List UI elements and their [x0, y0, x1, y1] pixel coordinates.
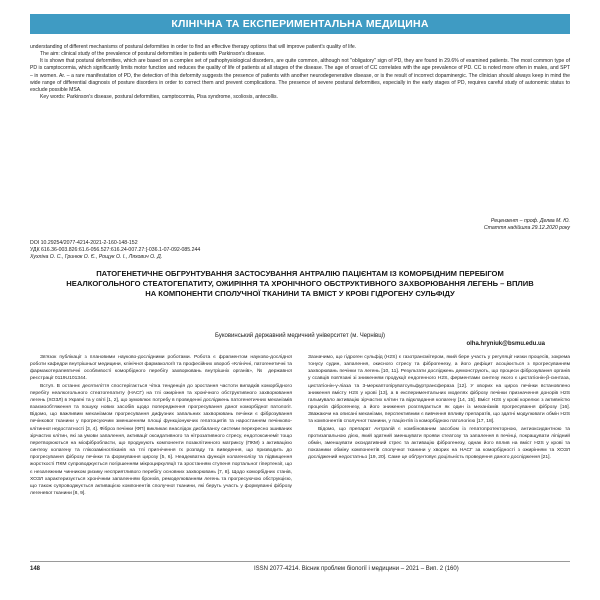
page-footer: [30, 563, 570, 575]
abstract-paragraph: It is shown that postural deformities, which are based on a complex set of pathophysiological disorders, are quite common, although not "obligatory" sign of PD, they are found in 29.6% of examined patients. The most common type of PD is camptocormia, which significantly limits motor function and reduces the quality of life of patients at all stages of the disease. The age of onset of CC correlates with the age prevalence of PD. CC is noted more often in males, and SPT – in women. Ar. – a rare manifestation of PD, the detection of this deformity suggests the presence of patients with another neurodegenerative disease, or is the result of incorrect dopaminergic. The clinician should always keep in mind the wide range of differential diagnosis of posture disorders in order to correct them and prevent complications. The presence of severe postural deformities, especially in the early stages of PD, requires careful study of autonomic status to exclude possible MSA.: [30, 58, 570, 93]
article-title: ПАТОГЕНЕТИЧНЕ ОБГРУНТУВАННЯ ЗАСТОСУВАННЯ АНТРАЛІЮ ПАЦІЄНТАМ ІЗ КОМОРБІДНИМ ПЕРЕБІГОМ НЕАЛКОГОЛЬНОГО СТЕАТОГЕПАТИТУ, ОЖИРІННЯ ТА ХРОНІЧНОГО ОБСТРУКТИВНОГО ЗАХВОРЮВАННЯ ЛЕГЕНЬ – ВПЛИВ НА КОМПОНЕНТИ СПОЛУЧНОЇ ТКАНИНИ ТА ВМІСТ У КРОВІ ГІДРОГЕНУ СУЛЬФІДУ: [66, 269, 534, 298]
affiliation: Буковинський державний медичний університет (м. Чернівці): [215, 333, 385, 339]
body-paragraph: Зазначимо, що гідроген сульфід (H2S) є газотрансмітером, який бере участь у регуляції низки процесів, зокрема тонусу судин, запалення, окисного стресу та фіброгенезу, а його дефіцит асоціюється з прогресуванням захворювань печінки та легень [10, 11]. Результати досліджень демонструють, що процеси фіброзування органів у ссавців пов'язані зі зниженням продукції ендогенного H2S, ферментами синтезу якого є цистатіонін-β-синтаза, цистатіонін-γ-ліаза та 3-меркаптопіруватсульфуртрансфераза [12]. У хворих на цироз печінки встановлено зниження вмісту H2S у крові [13], а в експериментальних моделях фіброзу печінки призначення донорів H2S гальмувало активацію зірчастих клітин та відкладання колагену [14, 15]. Вміст H2S у крові корелює з активністю процесів фіброгенезу, а його зниження розглядається як один із механізмів прогресування фіброзу [16]. Зважаючи на описані механізми, перспективним є вивчення впливу препаратів, що здатні модулювати обмін H2S та компонентів сполучної тканини, у пацієнтів із коморбідною патологією [17, 18].: [308, 355, 570, 425]
body-column-left: [30, 354, 292, 497]
contact-email: olha.hryniuk@bsmu.edu.ua: [466, 341, 545, 347]
english-abstract: [30, 44, 570, 101]
article-identifiers: [30, 240, 570, 262]
footer-divider: [30, 561, 570, 562]
udc: УДК 616.36-003.826:61.6-056.527:616.24-007.27:[-036.1-07-092-085.244: [30, 247, 201, 254]
journal-citation: ISSN 2077-4214. Вісник проблем біології і медицини – 2021 – Вип. 2 (160): [254, 566, 459, 572]
page-number: 148: [30, 566, 41, 572]
body-paragraph: Відомо, що препарат Антралій є комбінованим засобом із гепатопротекторною, антиоксидантною та протизапальною дією, який здатний зменшувати прояви стеатозу та запалення в печінці, покращувати ліпідний обмін, зменшувати оксидативний стрес та активацію фіброгенезу, однак його вплив на вміст H2S у крові та показники обміну компонентів сполучної тканини у хворих на НАСГ за коморбідності з ожирінням та ХОЗЛ досліджений недостатньо [19, 20]. Саме це обґрунтовує доцільність проведення даного дослідження [21].: [308, 426, 570, 461]
abstract-keywords: Key words: Parkinson's disease, postural deformities, camptocormia, Pisa syndrome, scoliosis, antecollis.: [40, 94, 278, 101]
reviewer: Рецензент – проф. Делва М. Ю.: [490, 218, 570, 224]
body-paragraph: Зв'язок публікації з плановими науково-дослідними роботами. Робота є фрагментом науково-дослідної роботи кафедри внутрішньої медицини, клінічної фармакології та професійних хвороб «Клінічні, патогенетичні та фармакотерапевтичні особливості коморбідного перебігу захворювань внутрішніх органів», № державної реєстрації 0119U101344.: [30, 355, 292, 382]
abstract-paragraph: understanding of different mechanisms of postural deformities in order to find an effective therapy options that will improve patient's quality of life.: [30, 44, 357, 50]
journal-section-header: [30, 14, 570, 34]
doi: DOI 10.29254/2077-4214-2021-2-160-148-152: [30, 240, 138, 246]
body-paragraph: Вступ. В останнє десятиліття спостерігається чітка тенденція до зростання частоти випадків коморбідного перебігу неалкогольного стеатогепатиту (НАСГ) на тлі ожиріння та хронічного обструктивного захворювання легень (ХОЗЛ) в Україні та у світі [1, 2], що зумовлює потребу в проведенні досліджень патогенетичних механізмів взаємообтяження та пошуку нових засобів щодо попередження прогресування даної коморбідної патології. Відомо, що важливим механізмом прогресування дифузних запальних захворювань печінки є фіброзування печінкової тканини у прогресуючим зменшенням площі функціонуючих гепатоцитів та наростанням печінково-клітинної недостатності [3, 4]. Фіброз печінки (ФП) викликає внаслідок дисбалансу системи перехресно зшиваних зірчастих клітин, які за умови запалення, активації оксидативного та нітрозативного стресу, ендотоксинемії тощо перетворюються на міофібробласти, що продукують компоненти позаклітинного матриксу (ПКМ) з активацією синтезу колагену та глікозаміногліканів на тлі пригнічення їх розпаду та виведення, що призводить до прогресування фіброзу печінки та формування цирозу [5, 6]. Неадекватна функція колагенолізу та підвищення жорсткості ПКМ супроводжується погіршенням мікроциркуляції та зростанням ступеня портальної гіпертензії, що є незалежним чинником ризику несприятливого перебігу основних захворювань [7, 8]. Щодо коморбідних станів, ХОЗЛ характеризується хронічним запаленням бронхів, ремоделюванням легень та прогресуючою обструкцією, що також супроводжується активацією компонентів сполучної тканини, які беруть участь у формуванні фіброзу легеневої тканини [8, 9].: [30, 383, 292, 496]
review-info: [484, 218, 570, 232]
authors: Хухліна О. С., Гринюк О. Є., Рощук О. І., Ляхович О. Д.: [30, 254, 163, 261]
abstract-paragraph: The aim: clinical study of the prevalence of postural deformities in patients with Parkinson's disease.: [40, 51, 266, 58]
section-title: КЛІНІЧНА ТА ЕКСПЕРИМЕНТАЛЬНА МЕДИЦИНА: [171, 18, 429, 30]
received-date: Стаття надійшла 29.12.2020 року: [483, 225, 570, 232]
body-column-right: [308, 354, 570, 461]
